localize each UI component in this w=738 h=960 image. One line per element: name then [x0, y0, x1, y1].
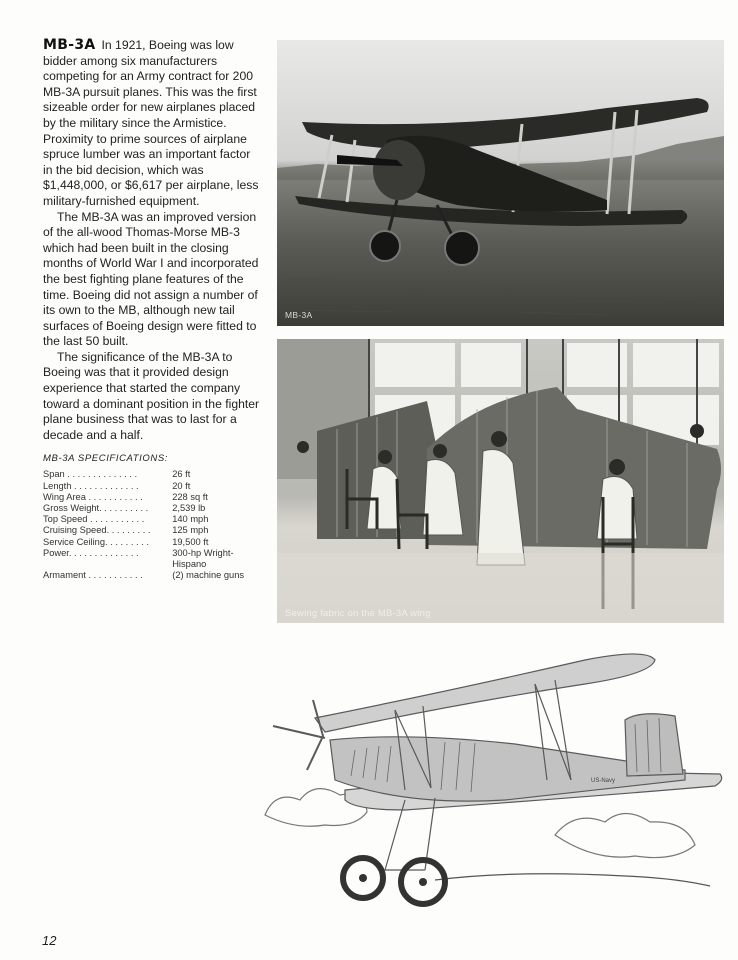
- biplane-illustration-art: [255, 640, 730, 918]
- biplane-photo: [277, 40, 724, 326]
- paragraph-1-text: In 1921, Boeing was low bidder among six manufacturers competing for an Army contract for 200 MB-3A pursuit planes. This was the first sizeable order for new airplanes placed by the military since the Armistice. Proximity to prime sources of airplane spruce lumber was an important factor in the bid decision, which was $1,448,000, or $6,617 per airplane, less military-furnished equipment.: [43, 38, 259, 208]
- spec-label: Power. . . . . . . . . . . . . .: [43, 547, 139, 558]
- spec-row: [43, 492, 261, 503]
- spec-row: [43, 469, 261, 480]
- specifications-title: MB-3A SPECIFICATIONS:: [43, 453, 169, 465]
- wing-sewing-photo: [277, 339, 724, 623]
- spec-label: Service Ceiling. . . . . . . . .: [43, 536, 149, 547]
- spec-row: [43, 525, 261, 536]
- spec-label: Span . . . . . . . . . . . . . .: [43, 469, 138, 480]
- spec-row: [43, 503, 261, 514]
- spec-row: [43, 481, 261, 492]
- spec-row: [43, 537, 261, 548]
- spec-value: 140 mph: [172, 514, 209, 525]
- specifications-table: [43, 469, 261, 581]
- biplane-photo-label: MB-3A: [285, 310, 313, 320]
- spec-value: 300-hp Wright-Hispano: [172, 547, 234, 570]
- spec-value: (2) machine guns: [172, 570, 245, 581]
- spec-row: [43, 548, 261, 570]
- article-paragraph-3: The significance of the MB-3A to Boeing was that it provided design experience that started the company toward a dominant position in the fighter plane business that was to last for a decade and a half.: [43, 349, 260, 442]
- spec-label: Armament . . . . . . . . . . .: [43, 570, 143, 581]
- spec-row: [43, 514, 261, 525]
- article-heading: MB-3A: [43, 37, 96, 53]
- spec-value: 125 mph: [172, 525, 209, 536]
- spec-label: Gross Weight. . . . . . . . . .: [43, 503, 149, 514]
- spec-value: 19,500 ft: [172, 536, 209, 547]
- article-paragraph-2: The MB-3A was an improved version of the all-wood Thomas-Morse MB-3 which had been built in the closing months of World War I and incorporated the best fighting plane features of the time. Boeing did not assign a number of its own to the MB, although new tail surfaces of Boeing design were fitted to the last 50 built.: [43, 209, 259, 349]
- wing-photo-caption: Sewing fabric on the MB-3A wing: [285, 608, 431, 619]
- biplane-photo-art: [277, 40, 724, 326]
- page-number: 12: [42, 933, 57, 948]
- spec-value: 2,539 lb: [172, 503, 206, 514]
- spec-label: Cruising Speed. . . . . . . . .: [43, 525, 151, 536]
- wing-sewing-photo-art: [277, 339, 724, 623]
- article-paragraph-1: [43, 38, 261, 210]
- article-text-column: [43, 38, 261, 581]
- spec-label: Wing Area . . . . . . . . . . .: [43, 491, 143, 502]
- spec-label: Length . . . . . . . . . . . . .: [43, 480, 139, 491]
- spec-row: [43, 570, 261, 581]
- spec-value: 26 ft: [172, 469, 191, 480]
- spec-value: 20 ft: [172, 480, 191, 491]
- spec-label: Top Speed . . . . . . . . . . .: [43, 514, 145, 525]
- tail-marking-text: US-Navy: [591, 778, 616, 784]
- spec-value: 228 sq ft: [172, 491, 208, 502]
- article-body: [43, 38, 261, 443]
- biplane-illustration: [255, 640, 730, 918]
